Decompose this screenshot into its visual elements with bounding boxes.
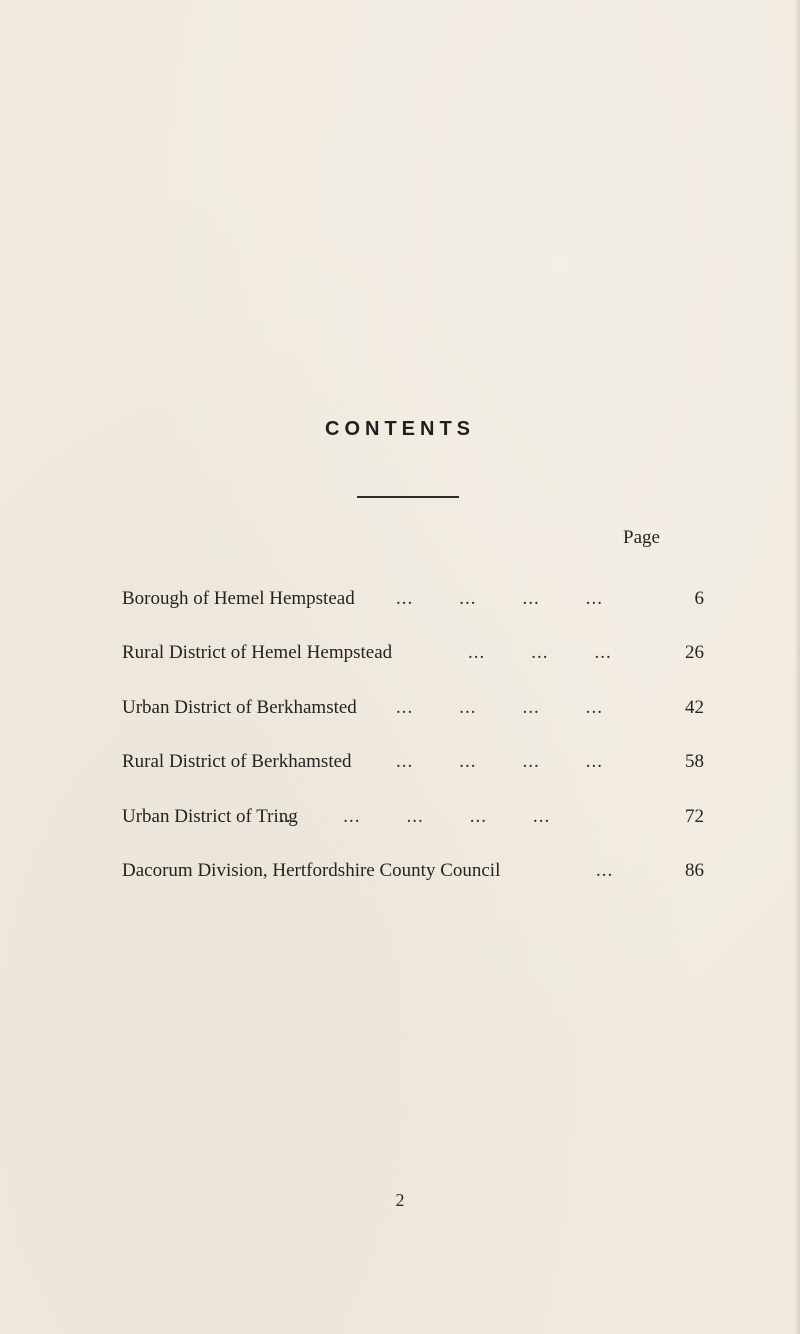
toc-entry-label: Urban District of Tring <box>122 806 298 827</box>
title-rule-divider <box>357 496 459 498</box>
toc-entry <box>122 749 704 775</box>
toc-entry-label: Rural District of Hemel Hempstead <box>122 642 393 663</box>
page-title: CONTENTS <box>325 418 475 440</box>
page-column-header: Page <box>623 527 660 548</box>
toc-entry-leader: ... ... ... ... ... <box>280 806 551 827</box>
toc-entry-page: 58 <box>685 751 704 772</box>
toc-entry-page: 86 <box>685 860 704 881</box>
toc-entry-page: 6 <box>694 588 704 609</box>
toc-entry-page: 72 <box>685 806 704 827</box>
page-edge-shadow <box>794 0 800 1334</box>
toc-entry <box>122 858 704 884</box>
toc-entry-label: Dacorum Division, Hertfordshire County Council <box>122 860 501 881</box>
toc-entry <box>122 695 704 721</box>
toc-entry <box>122 804 704 830</box>
toc-entry-leader: ... ... ... ... <box>396 751 603 772</box>
toc-entry-leader: ... ... ... ... <box>396 588 603 609</box>
toc-entry-label: Urban District of Berkhamsted <box>122 697 357 718</box>
page-number: 2 <box>395 1190 405 1210</box>
toc-entry <box>122 586 704 612</box>
toc-entry <box>122 640 704 666</box>
toc-entry-page: 42 <box>685 697 704 718</box>
toc-entry-leader: ... ... ... <box>468 642 612 663</box>
toc-entry-label: Rural District of Berkhamsted <box>122 751 352 772</box>
toc-entry-page: 26 <box>685 642 704 663</box>
toc-entry-leader: ... ... ... ... <box>396 697 603 718</box>
toc-entry-leader: ... <box>596 860 614 881</box>
toc-entry-label: Borough of Hemel Hempstead <box>122 588 355 609</box>
